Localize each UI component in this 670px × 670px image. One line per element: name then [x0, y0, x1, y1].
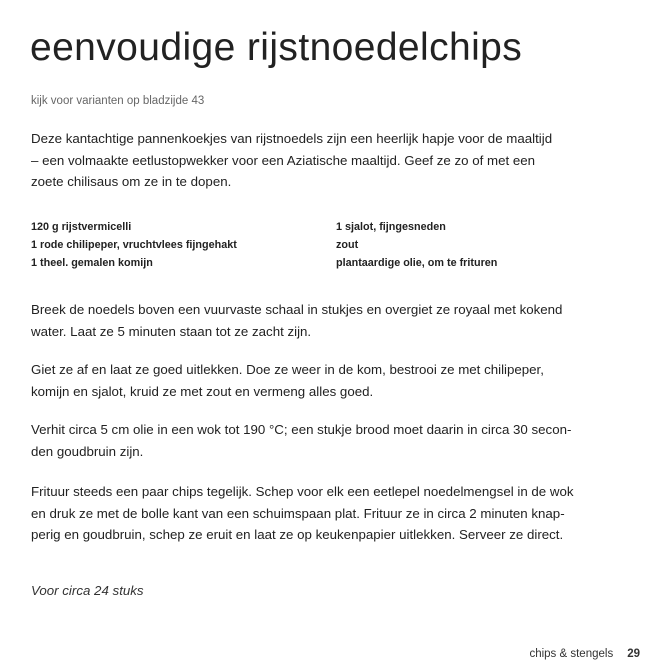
step-line: en druk ze met de bolle kant van een schuimspaan plat. Frituur ze in circa 2 minuten knap-: [31, 505, 565, 521]
yield-note: Voor circa 24 stuks: [31, 583, 144, 598]
step-line: Verhit circa 5 cm olie in een wok tot 190 °C; een stukje brood moet daarin in circa 30 secon-: [31, 422, 572, 437]
intro-paragraph: [31, 128, 631, 193]
step-line: water. Laat ze 5 minuten staan tot ze zacht zijn.: [31, 323, 312, 339]
step-line: Frituur steeds een paar chips tegelijk. Schep voor elk een eetlepel noedelmengsel in de wok: [31, 484, 574, 499]
step-line: Breek de noedels boven een vuurvaste schaal in stukjes en overgiet ze royaal met kokend: [31, 302, 563, 317]
intro-line: – een volmaakte eetlustopwekker voor een Aziatische maaltijd. Geef ze zo of met een: [31, 152, 536, 168]
step-line: perig en goudbruin, schep ze eruit en laat ze op keukenpapier uitlekken. Serveer ze direct.: [31, 527, 564, 542]
ingredient-item: 120 g rijstvermicelli: [31, 221, 132, 233]
method-step-3: [31, 419, 631, 462]
recipe-title: eenvoudige rijstnoedelchips: [30, 26, 523, 69]
method-step-2: [31, 359, 631, 402]
ingredient-item: 1 sjalot, fijngesneden: [336, 221, 446, 233]
step-line: den goudbruin zijn.: [31, 443, 144, 459]
intro-line: zoete chilisaus om ze in te dopen.: [31, 174, 232, 189]
page-number: 29: [627, 648, 640, 660]
ingredient-item: 1 theel. gemalen komijn: [31, 257, 153, 269]
ingredient-item: 1 rode chilipeper, vruchtvlees fijngehakt: [31, 239, 237, 251]
page-footer: [529, 648, 640, 660]
method-step-4: [31, 481, 631, 546]
ingredient-column-right: [336, 218, 497, 272]
step-line: komijn en sjalot, kruid ze met zout en vermeng alles goed.: [31, 383, 374, 399]
ingredient-item: zout: [336, 239, 359, 251]
ingredient-item: plantaardige olie, om te frituren: [336, 257, 498, 269]
method-step-1: [31, 299, 631, 342]
ingredient-column-left: [31, 218, 237, 272]
intro-line: Deze kantachtige pannenkoekjes van rijstnoedels zijn een heerlijk hapje voor de maaltijd: [31, 131, 553, 146]
section-name: chips & stengels: [529, 648, 614, 660]
step-line: Giet ze af en laat ze goed uitlekken. Doe ze weer in de kom, bestrooi ze met chilipeper,: [31, 362, 544, 377]
variants-reference: kijk voor varianten op bladzijde 43: [31, 95, 205, 107]
